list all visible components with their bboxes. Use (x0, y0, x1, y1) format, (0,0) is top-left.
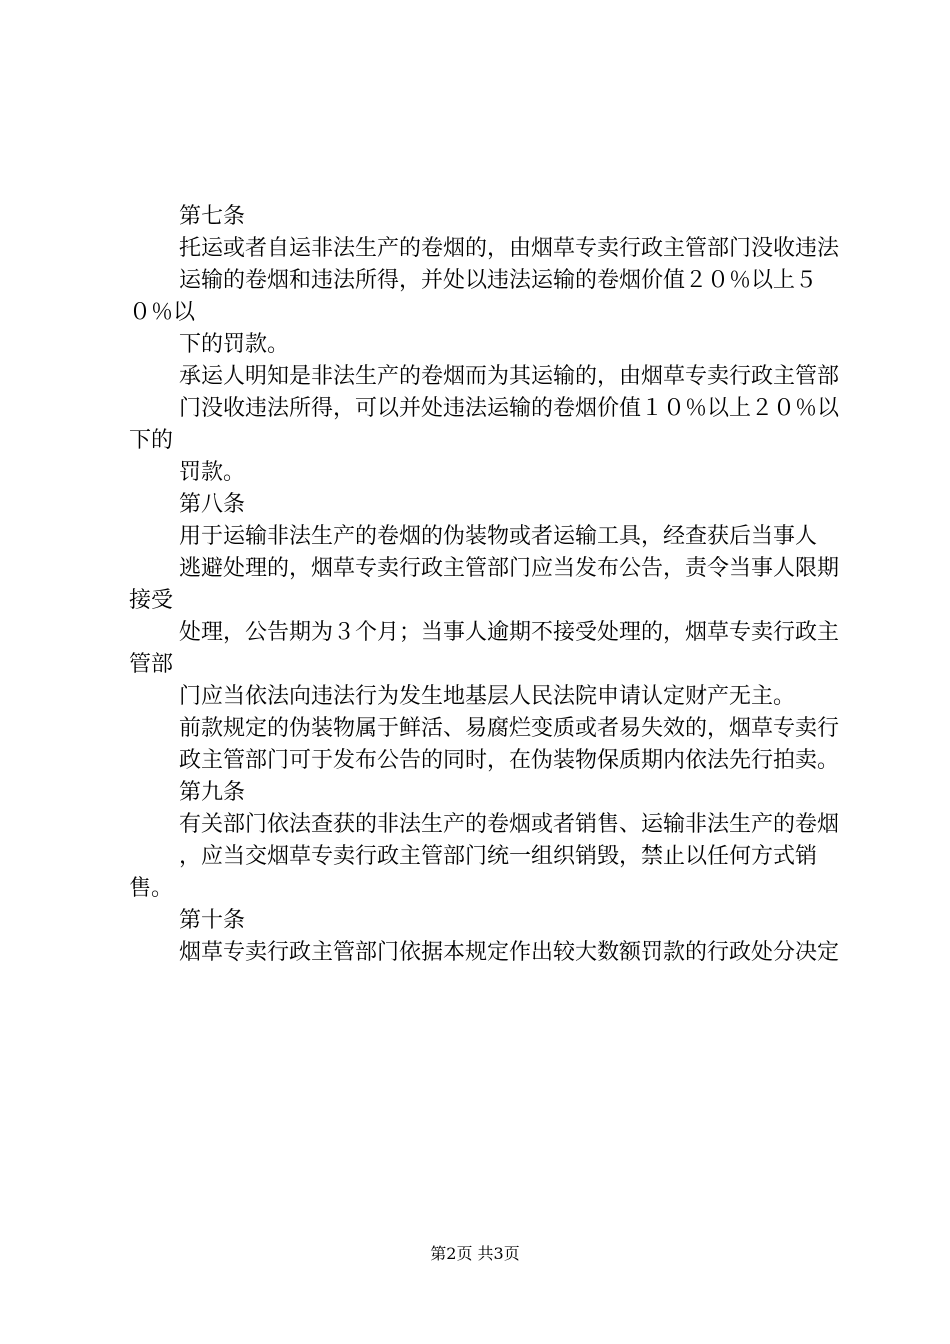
paragraph-line: 处理，公告期为３个月；当事人逾期不接受处理的，烟草专卖行政主管部 (129, 620, 840, 677)
paragraph-line: 门应当依法向违法行为发生地基层人民法院申请认定财产无主。 (179, 684, 796, 709)
paragraph-line: 有关部门依法查获的非法生产的卷烟或者销售、运输非法生产的卷烟 (179, 812, 840, 837)
paragraph-line: 承运人明知是非法生产的卷烟而为其运输的，由烟草专卖行政主管部 (179, 364, 840, 389)
article-9-heading: 第九条 (179, 780, 246, 805)
paragraph-line: 运输的卷烟和违法所得，并处以违法运输的卷烟价值２０％以上５０％以 (129, 268, 818, 325)
paragraph-line: 前款规定的伪装物属于鲜活、易腐烂变质或者易失效的，烟草专卖行 (179, 716, 840, 741)
paragraph-line: 烟草专卖行政主管部门依据本规定作出较大数额罚款的行政处分决定 (179, 940, 840, 965)
paragraph-line: 下的罚款。 (179, 332, 290, 357)
paragraph-line: 用于运输非法生产的卷烟的伪装物或者运输工具，经查获后当事人 (179, 524, 818, 549)
document-body (129, 201, 839, 969)
page-footer (0, 1243, 950, 1265)
paragraph-line: 逃避处理的，烟草专卖行政主管部门应当发布公告，责令当事人限期接受 (129, 556, 840, 613)
paragraph-line: 政主管部门可于发布公告的同时，在伪装物保质期内依法先行拍卖。 (179, 748, 840, 773)
paragraph-line: 门没收违法所得，可以并处违法运输的卷烟价值１０％以上２０％以下的 (129, 396, 840, 453)
paragraph-line: ，应当交烟草专卖行政主管部门统一组织销毁，禁止以任何方式销售。 (129, 844, 818, 901)
paragraph-line: 托运或者自运非法生产的卷烟的，由烟草专卖行政主管部门没收违法 (179, 236, 840, 261)
article-10-heading: 第十条 (179, 908, 246, 933)
article-8-heading: 第八条 (179, 492, 246, 517)
article-7-heading: 第七条 (179, 204, 246, 229)
page-number-label: 第2页 共3页 (430, 1244, 520, 1263)
paragraph-line: 罚款。 (179, 460, 246, 485)
